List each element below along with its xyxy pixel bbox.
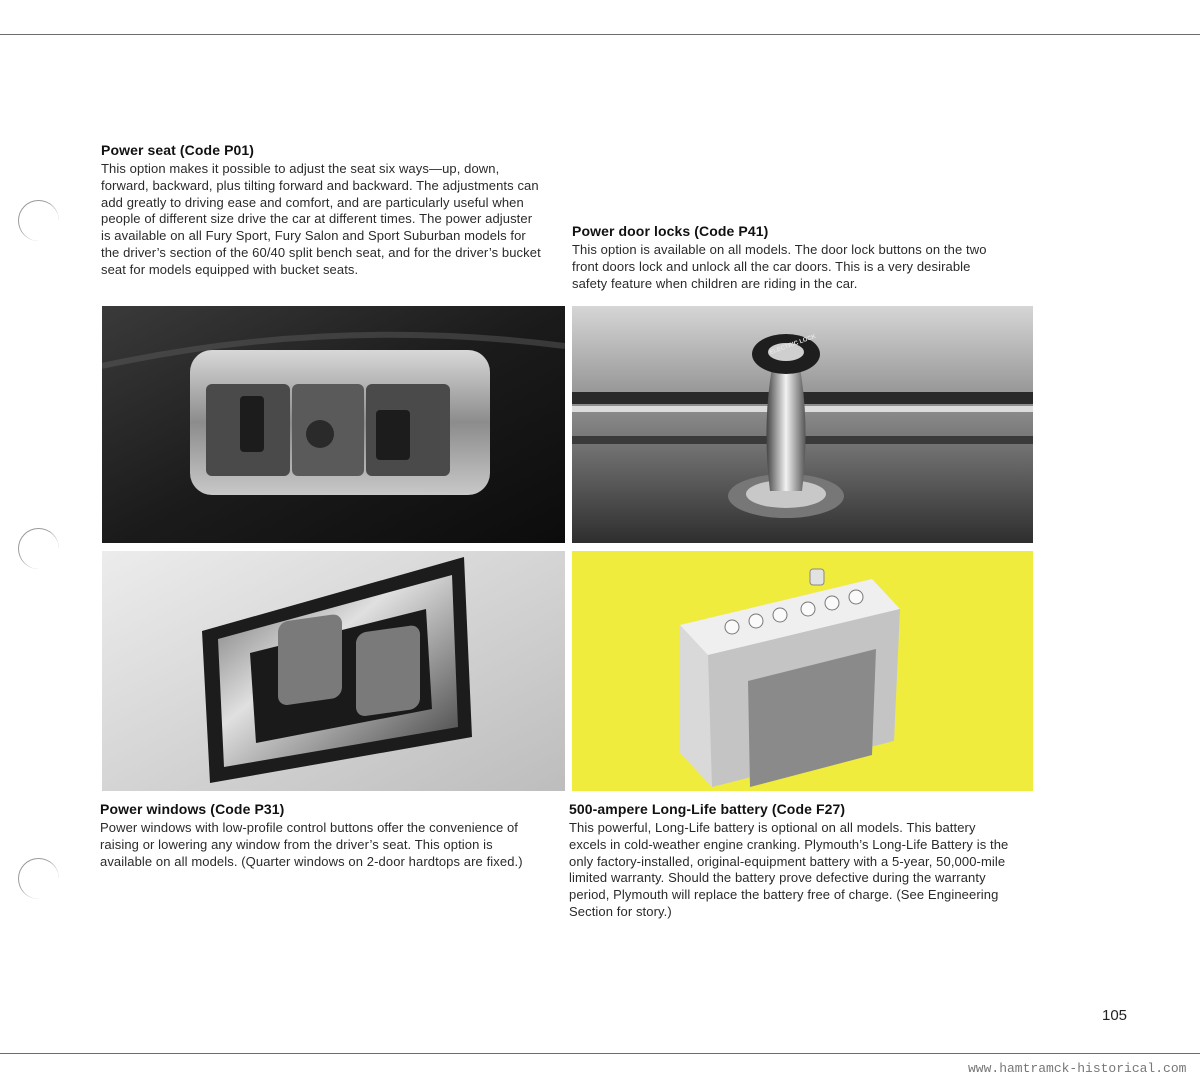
battery-photo: [572, 551, 1033, 791]
power-seat-switch-photo: [102, 306, 565, 543]
lock-knob-label: ELECTRIC LOCK: [769, 333, 817, 357]
battery-body: This powerful, Long-Life battery is optional on all models. This battery excels in cold-weather engine cranking. Plymouth’s Long-Life Battery is the only factory-installed, original-equipment battery with a 5-year, 50,000-mile limited warranty. Should the battery prove defective during the warranty period, Plymouth will replace the battery free of charge. (See Engineering Section for story.): [569, 820, 1009, 919]
binder-hole: [18, 858, 59, 899]
watermark: www.hamtramck-historical.com: [968, 1061, 1187, 1076]
binder-hole: [18, 528, 59, 569]
power-windows-body: Power windows with low-profile control buttons offer the convenience of raising or lowering any window from the driver’s seat. This option is available on all models. (Quarter windows on 2-door hardtops are fixed.): [100, 820, 523, 869]
power-windows-title: Power windows (Code P31): [100, 801, 285, 817]
battery-section: [569, 801, 1009, 921]
power-window-switch-photo: [102, 551, 565, 791]
power-seat-body: This option makes it possible to adjust the seat six ways—up, down, forward, backward, plus tilting forward and backward. The adjustments can add greatly to driving ease and comfort, and are particularly useful when people of different size drive the car at different times. The power adjuster is available on all Fury Sport, Fury Salon and Sport Suburban models for the driver’s section of the 60/40 split bench seat, and for the driver’s bucket seat for models equipped with bucket seats.: [101, 161, 541, 277]
bottom-rule: [0, 1053, 1200, 1054]
power-door-locks-section: [572, 223, 1002, 292]
battery-title: 500-ampere Long-Life battery (Code F27): [569, 801, 846, 817]
binder-hole: [18, 200, 59, 241]
top-rule: [0, 34, 1200, 35]
power-door-locks-title: Power door locks (Code P41): [572, 223, 769, 239]
door-lock-knob-photo: [572, 306, 1033, 543]
power-seat-section: [101, 142, 543, 279]
power-door-locks-body: This option is available on all models. The door lock buttons on the two front doors lock and unlock all the car doors. This is a very desirable safety feature when children are riding in the car.: [572, 242, 987, 291]
power-windows-section: [100, 801, 540, 870]
power-seat-title: Power seat (Code P01): [101, 142, 255, 158]
page-number: 105: [1102, 1007, 1128, 1024]
